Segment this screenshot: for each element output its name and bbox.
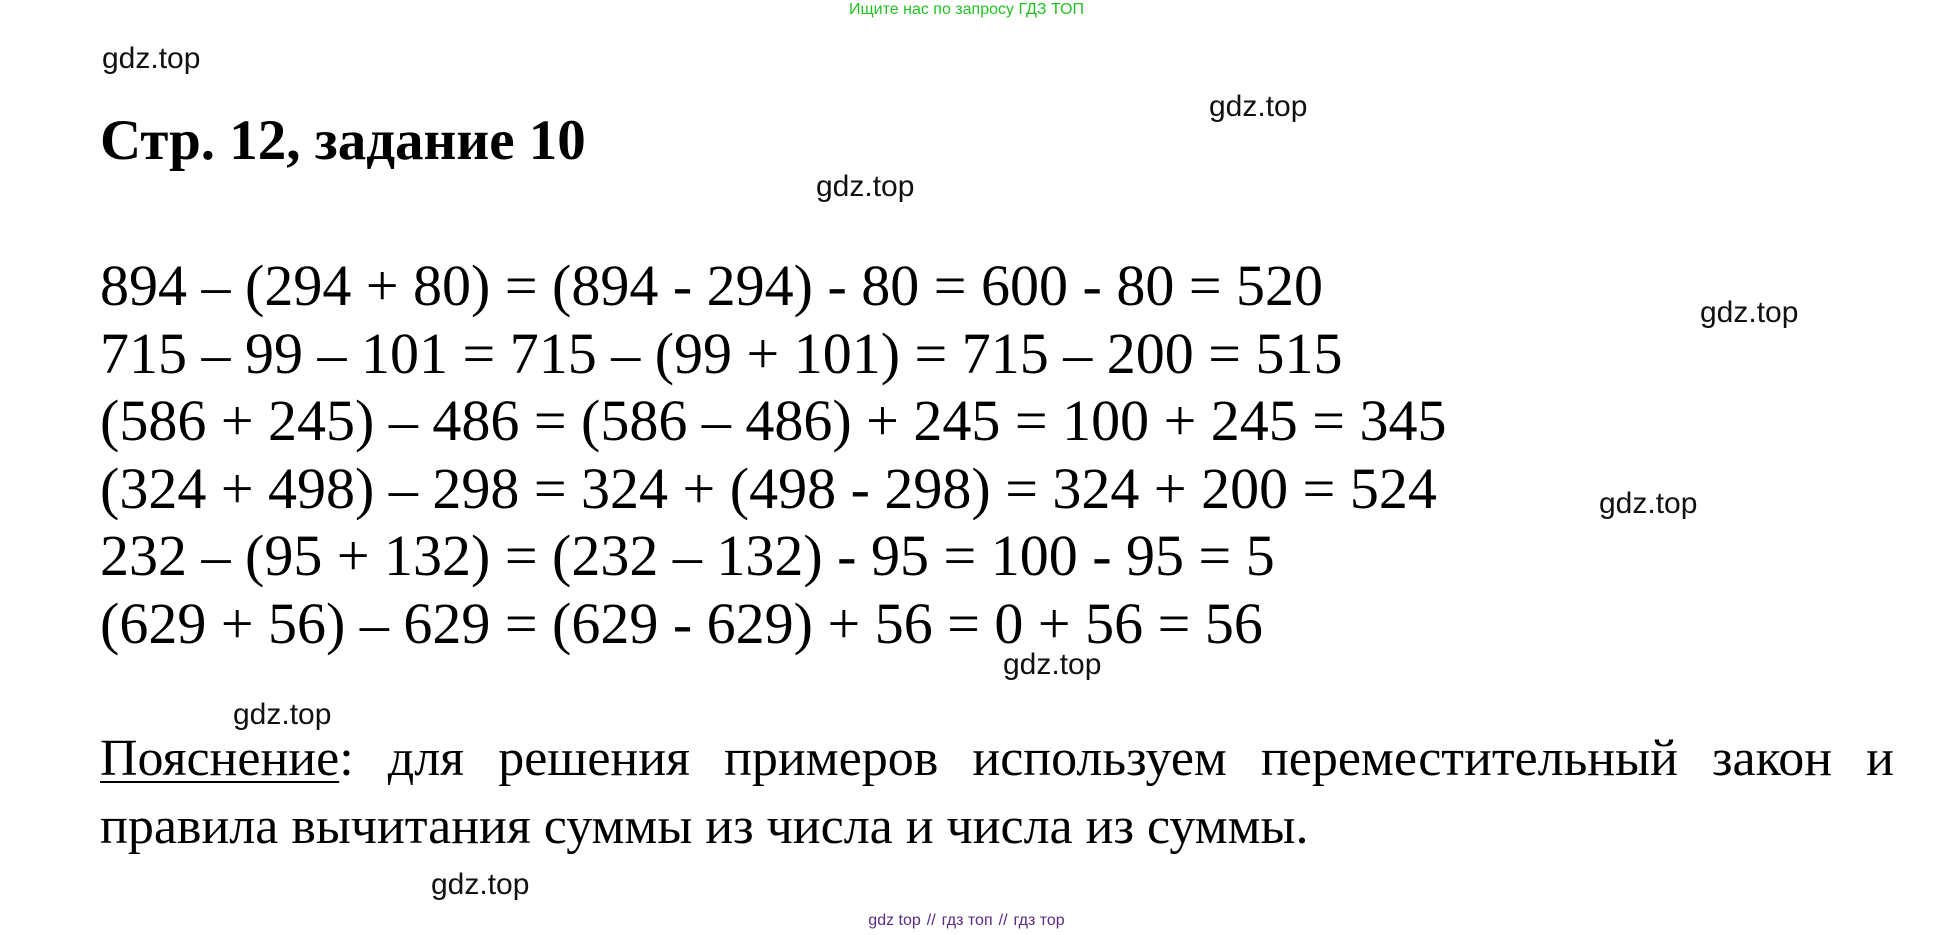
- watermark: gdz.top: [1700, 296, 1799, 329]
- equation-line: 894 – (294 + 80) = (894 - 294) - 80 = 600 - 80 = 520: [100, 253, 1324, 318]
- explanation-separator: :: [339, 730, 354, 787]
- top-banner: Ищите нас по запросу ГДЗ ТОП: [849, 1, 1084, 18]
- footer-links: [0, 912, 1933, 930]
- footer-link[interactable]: гдз тор: [1013, 912, 1065, 929]
- watermark: gdz.top: [1209, 90, 1308, 123]
- watermark: gdz.top: [816, 170, 915, 203]
- footer-link[interactable]: гдз топ: [941, 912, 993, 929]
- watermark: gdz.top: [102, 42, 201, 75]
- equation-line: (629 + 56) – 629 = (629 - 629) + 56 = 0 + 56 = 56: [100, 590, 1263, 656]
- footer-separator: //: [926, 912, 936, 929]
- watermark: gdz.top: [233, 698, 332, 731]
- watermark: gdz.top: [431, 868, 530, 901]
- page-title: Стр. 12, задание 10: [100, 109, 586, 172]
- equation-line: (586 + 245) – 486 = (586 – 486) + 245 = 100 + 245 = 345: [100, 388, 1447, 453]
- equation-line: 232 – (95 + 132) = (232 – 132) - 95 = 100 - 95 = 5: [100, 523, 1275, 588]
- watermark: gdz.top: [1003, 648, 1102, 681]
- explanation-label: Пояснение: [100, 730, 340, 787]
- equation-line: (324 + 498) – 298 = 324 + (498 - 298) = 324 + 200 = 524: [100, 455, 1437, 521]
- footer-link[interactable]: gdz top: [868, 912, 921, 929]
- explanation-text: для решения примеров используем переместительный закон и правила вычитания суммы из числа и числа из суммы.: [100, 730, 1894, 855]
- explanation-paragraph: [100, 725, 1894, 861]
- equation-list: [100, 252, 1447, 657]
- equation-line: 715 – 99 – 101 = 715 – (99 + 101) = 715 – 200 = 515: [100, 320, 1343, 386]
- watermark: gdz.top: [1599, 487, 1698, 520]
- footer-separator: //: [998, 912, 1008, 929]
